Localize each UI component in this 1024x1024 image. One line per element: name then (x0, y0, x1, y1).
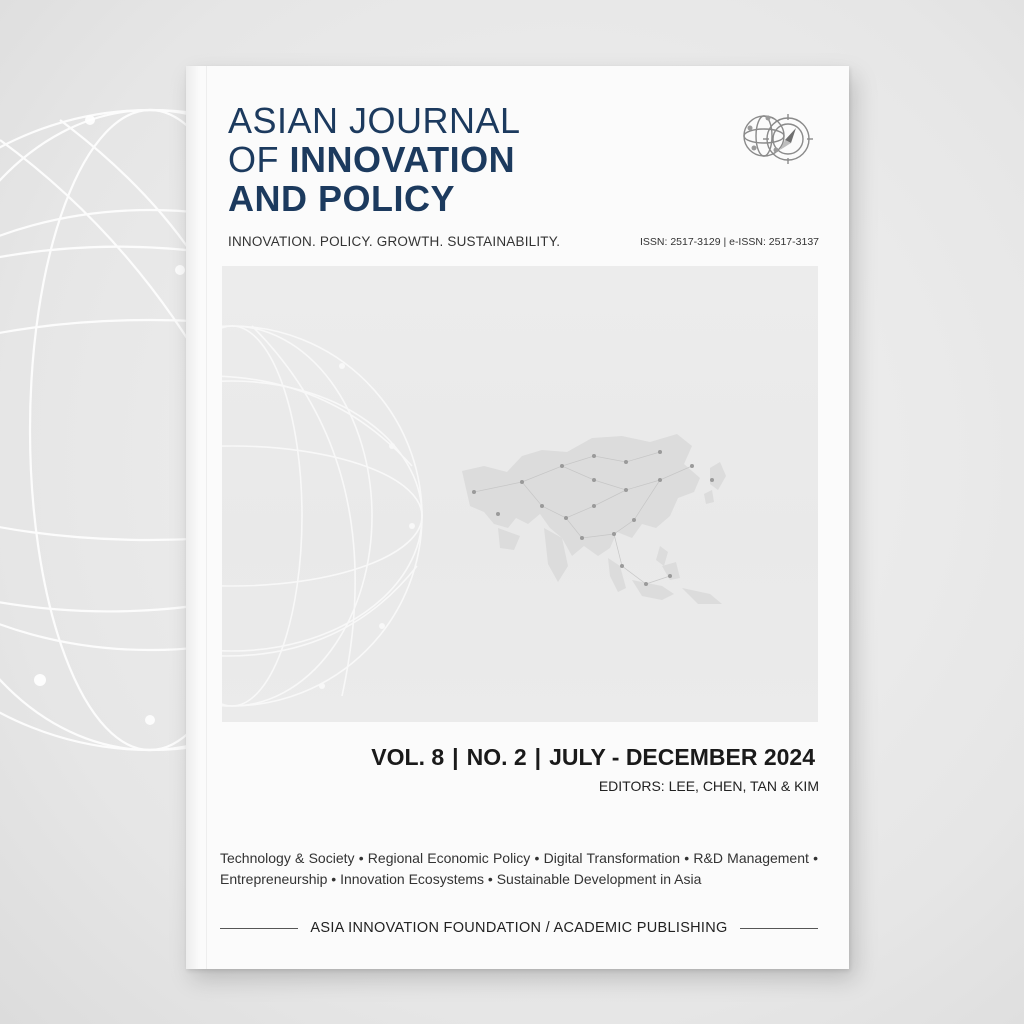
issue-volume-line (367, 744, 819, 771)
footer-rule-left (220, 928, 298, 929)
title-line-3: AND POLICY (228, 177, 456, 219)
issue-period: JULY - DECEMBER 2024 (549, 744, 815, 770)
publisher-name: ASIA INNOVATION FOUNDATION / ACADEMIC PUBLISHING (310, 920, 728, 936)
publisher-footer (220, 920, 818, 936)
wireframe-globe-art (222, 266, 818, 722)
issue-number: NO. 2 (466, 744, 527, 770)
title-line-2-prefix: OF (228, 138, 290, 180)
issue-separator: | (452, 744, 459, 770)
footer-rule-right (740, 928, 818, 929)
editors-line: EDITORS: LEE, CHEN, TAN & KIM (598, 778, 819, 794)
topics-list: Technology & Society • Regional Economic Policy • Digital Transformation • R&D Management • Entrepreneurship • Innovation Ecosystems • Sustainable Development in Asia (220, 850, 818, 887)
asia-network-map (462, 434, 726, 604)
title-line-2-bold: INNOVATION (289, 138, 516, 180)
journal-cover (186, 66, 849, 969)
cover-spine-shade (186, 66, 206, 969)
journal-title (228, 102, 521, 219)
title-line-1: ASIAN JOURNAL (228, 100, 521, 141)
issue-volume: VOL. 8 (371, 744, 445, 770)
journal-tagline: INNOVATION. POLICY. GROWTH. SUSTAINABILITY. (228, 234, 561, 249)
issue-separator: | (534, 744, 542, 770)
issn-label: ISSN: 2517-3129 | e-ISSN: 2517-3137 (639, 236, 819, 248)
title-line-2 (228, 138, 521, 180)
cover-spine-line (206, 66, 207, 969)
globe-compass-icon (738, 106, 820, 172)
cover-artwork (222, 266, 818, 722)
